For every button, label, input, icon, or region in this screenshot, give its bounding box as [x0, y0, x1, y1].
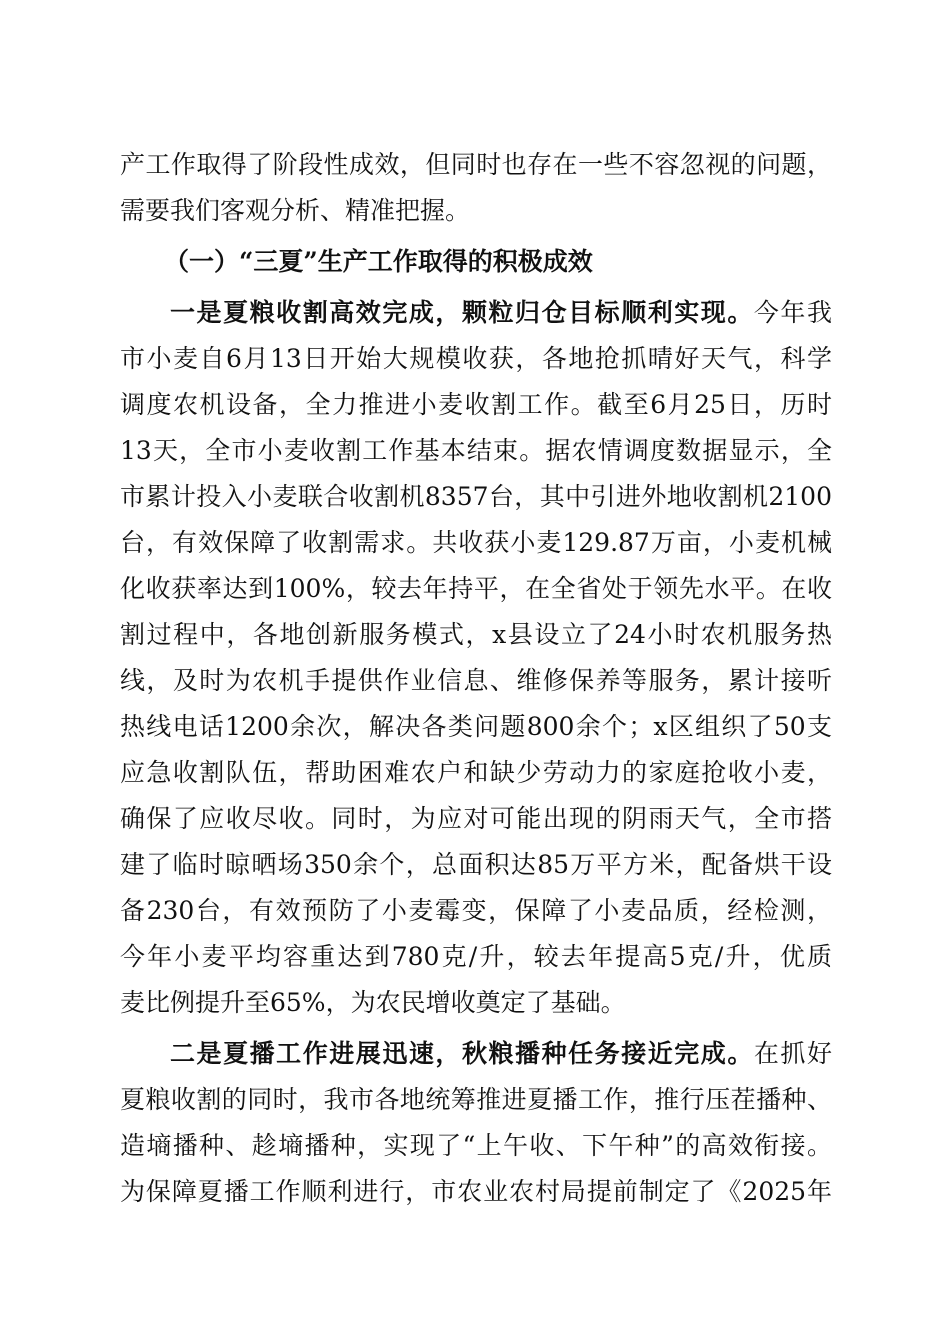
text-line: 备230台，有效预防了小麦霉变，保障了小麦品质，经检测，: [120, 896, 832, 925]
document-body: [120, 142, 832, 1215]
text-line: 热线电话1200余次，解决各类问题800余个；x区组织了50支: [120, 712, 832, 741]
text-line: 产工作取得了阶段性成效，但同时也存在一些不容忽视的问题，: [120, 150, 832, 179]
text-line: 建了临时晾晒场350余个，总面积达85万平方米，配备烘干设: [120, 850, 832, 879]
text-line: 麦比例提升至65%，为农民增收奠定了基础。: [120, 988, 626, 1017]
text-line: 确保了应收尽收。同时，为应对可能出现的阴雨天气，全市搭: [120, 804, 832, 833]
text-line: 线，及时为农机手提供作业信息、维修保养等服务，累计接听: [120, 666, 832, 695]
text-line: 13天，全市小麦收割工作基本结束。据农情调度数据显示，全: [120, 436, 832, 465]
text-line: 应急收割队伍，帮助困难农户和缺少劳动力的家庭抢收小麦，: [120, 758, 832, 787]
paragraph-lead: 二是夏播工作进展迅速，秋粮播种任务接近完成。: [170, 1039, 754, 1068]
text-line: 需要我们客观分析、精准把握。: [120, 196, 471, 225]
text-line: [120, 1031, 832, 1077]
text-line: 台，有效保障了收割需求。共收获小麦129.87万亩，小麦机械: [120, 528, 832, 557]
text-line: 市小麦自6月13日开始大规模收获，各地抢抓晴好天气，科学: [120, 344, 832, 373]
text-line: 为保障夏播工作顺利进行，市农业农村局提前制定了《2025年: [120, 1177, 832, 1206]
text-line: 调度农机设备，全力推进小麦收割工作。截至6月25日，历时: [120, 390, 832, 419]
paragraph-continuation: [120, 142, 832, 234]
text-line: [120, 290, 832, 336]
text-line: 市累计投入小麦联合收割机8357台，其中引进外地收割机2100: [120, 482, 832, 511]
paragraph-lead: 一是夏粮收割高效完成，颗粒归仓目标顺利实现。: [170, 298, 754, 327]
paragraph-text: 在抓好: [753, 1039, 832, 1068]
text-line: 造墒播种、趁墒播种，实现了“上午收、下午种”的高效衔接。: [120, 1131, 832, 1160]
text-line: 今年小麦平均容重达到780克/升，较去年提高5克/升，优质: [120, 942, 832, 971]
paragraph-text: 今年我: [753, 298, 832, 327]
text-line: 夏粮收割的同时，我市各地统筹推进夏播工作，推行压茬播种、: [120, 1085, 832, 1114]
text-line: 化收获率达到100%，较去年持平，在全省处于领先水平。在收: [120, 574, 832, 603]
paragraph-summer-sowing: [120, 1031, 832, 1215]
text-line: 割过程中，各地创新服务模式，x县设立了24小时农机服务热: [120, 620, 832, 649]
section-heading: （一）“三夏”生产工作取得的积极成效: [164, 247, 593, 276]
paragraph-summer-harvest: [120, 290, 832, 1026]
